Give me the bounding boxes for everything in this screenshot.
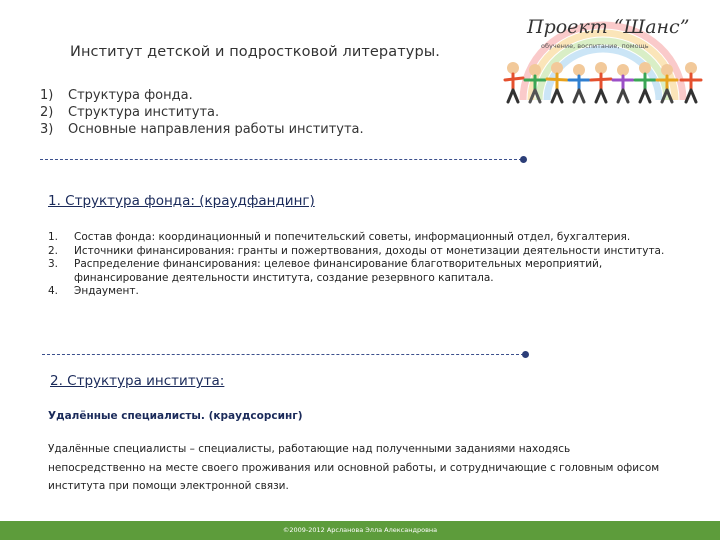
section-divider (42, 354, 524, 355)
section-heading: 2. Структура института: (50, 373, 225, 389)
list-item (40, 121, 364, 138)
list-number: 2) (40, 105, 54, 120)
list-text: Состав фонда: координационный и попечительский советы, информационный отдел, бухгалтерия. (74, 231, 631, 243)
divider-dot (520, 156, 527, 163)
table-of-contents (40, 87, 364, 138)
list-number: 1. (48, 231, 59, 243)
list-number: 4. (48, 285, 59, 298)
list-text: Структура института. (68, 105, 220, 120)
list-text: Эндаумент. (74, 285, 139, 298)
footer-bar (0, 521, 720, 540)
section-divider (40, 159, 522, 160)
list-item (48, 285, 688, 299)
list-item (40, 87, 364, 104)
footer-copyright: ©2009-2012 Арсланова Элла Александровна (282, 526, 438, 534)
list-number: 3) (40, 122, 54, 137)
list-text: Основные направления работы института. (68, 122, 364, 137)
list-number: 3. (48, 258, 59, 271)
fund-structure-list (48, 231, 688, 299)
paragraph: Удалённые специалисты – специалисты, работающие над полученными заданиями находясь непосредственно на месте своего проживания или основной работы, и сотрудничающие с головным офисом института при помощи электронной связи. (48, 443, 660, 492)
project-logo (493, 10, 711, 110)
logo-title: Проект “Шанс” (527, 16, 690, 38)
subheading: Удалённые специалисты. (краудсорсинг) (48, 410, 303, 422)
list-text: Источники финансирования: гранты и пожертвования, доходы от монетизации деятельности института. (74, 244, 665, 257)
page-title: Институт детской и подростковой литературы. (70, 44, 440, 60)
list-item (48, 231, 688, 245)
list-text: Распределение финансирования: целевое финансирование благотворительных мероприятий, финансирование деятельности института, создание резервного капитала. (74, 258, 603, 284)
list-number: 2. (48, 244, 59, 257)
section-heading: 1. Структура фонда: (краудфандинг) (48, 193, 315, 209)
list-item (40, 104, 364, 121)
logo-subtitle: обучение, воспитание, помощь (541, 42, 649, 50)
list-item (48, 245, 688, 259)
list-text: Структура фонда. (68, 88, 193, 103)
list-number: 1) (40, 88, 54, 103)
list-item (48, 258, 688, 285)
divider-dot (522, 351, 529, 358)
